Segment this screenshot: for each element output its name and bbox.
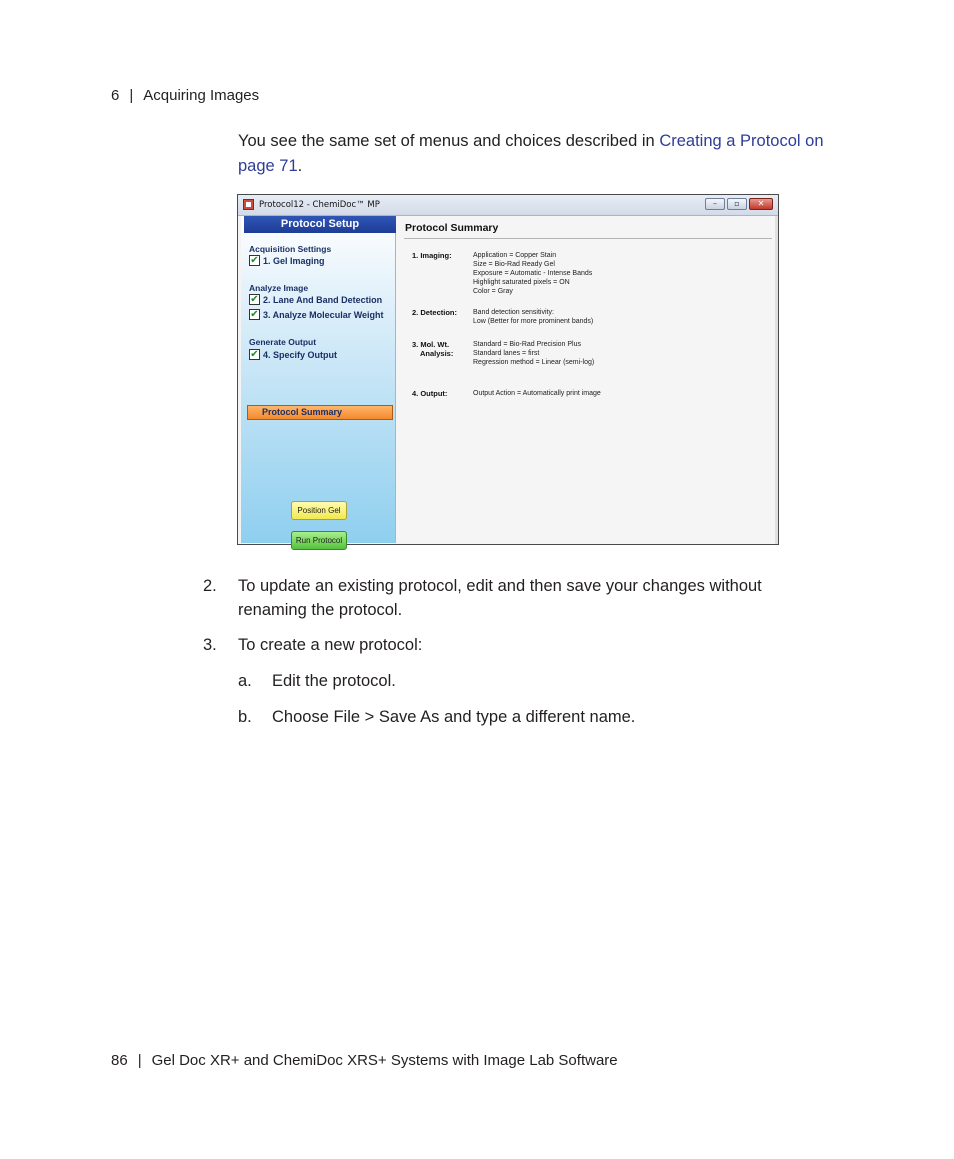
protocol-window (237, 194, 779, 545)
summary-values-detection: Band detection sensitivity: Low (Better for more prominent bands) (473, 309, 594, 325)
footer-title: Gel Doc XR+ and ChemiDoc XRS+ Systems with Image Lab Software (151, 1052, 618, 1069)
creating-protocol-link[interactable]: Creating a Protocol on page 71 (238, 132, 824, 175)
protocol-summary-button[interactable]: Protocol Summary (247, 405, 393, 420)
section-analyze-image: Analyze Image (249, 283, 309, 293)
minimize-icon[interactable]: – (705, 198, 725, 210)
window-titlebar (238, 195, 778, 216)
running-footer: 86 | Gel Doc XR+ and ChemiDoc XRS+ Systems with Image Lab Software (111, 1052, 618, 1069)
close-icon[interactable]: ✕ (749, 198, 773, 210)
window-title: Protocol12 - ChemiDoc™ MP (259, 200, 380, 210)
checkbox-checked-icon[interactable]: ✔ (250, 255, 259, 266)
step-lane-band-detection[interactable]: ✔ 2. Lane And Band Detection (250, 294, 383, 305)
checkbox-checked-icon[interactable]: ✔ (250, 349, 259, 360)
summary-label-output: 4. Output: (412, 389, 448, 398)
protocol-setup-sidebar (241, 216, 396, 543)
checkbox-checked-icon[interactable]: ✔ (250, 294, 259, 305)
header-section: Acquiring Images (143, 87, 260, 104)
summary-values-output: Output Action = Automatically print image (473, 390, 601, 397)
protocol-setup-header: Protocol Setup (244, 216, 396, 233)
protocol-summary-panel (396, 216, 778, 544)
summary-values-mol-wt: Standard = Bio-Rad Precision Plus Standard lanes = first Regression method = Linear (semi-log) (473, 341, 595, 366)
checkbox-checked-icon[interactable]: ✔ (250, 309, 259, 320)
panel-scrollbar[interactable] (775, 216, 778, 544)
step-specify-output[interactable]: ✔ 4. Specify Output (250, 349, 338, 360)
app-icon (243, 199, 254, 210)
header-page-ref: 6 (111, 87, 120, 104)
intro-paragraph: You see the same set of menus and choices described in Creating a Protocol on page 71. (238, 132, 824, 175)
summary-title: Protocol Summary (405, 222, 499, 234)
section-acquisition-settings: Acquisition Settings (249, 244, 332, 254)
footer-page-number: 86 (111, 1052, 128, 1069)
running-header: 6 | Acquiring Images (111, 87, 260, 104)
step-analyze-molecular-weight[interactable]: ✔ 3. Analyze Molecular Weight (250, 309, 384, 320)
summary-values-imaging: Application = Copper Stain Size = Bio-Rad Ready Gel Exposure = Automatic - Intense Bands Highlight saturated pixels = ON Color = Gray (473, 252, 593, 295)
summary-label-detection: 2. Detection: (412, 308, 458, 317)
run-protocol-button[interactable]: Run Protocol (291, 531, 347, 550)
position-gel-button[interactable]: Position Gel (291, 501, 347, 520)
summary-label-imaging: 1. Imaging: (412, 251, 452, 260)
summary-divider (404, 238, 772, 239)
summary-label-mol-wt: 3. Mol. Wt. Analysis: (412, 340, 454, 358)
step-gel-imaging[interactable]: ✔ 1. Gel Imaging (250, 255, 325, 266)
maximize-icon[interactable]: ▫ (727, 198, 747, 210)
section-generate-output: Generate Output (249, 337, 317, 347)
